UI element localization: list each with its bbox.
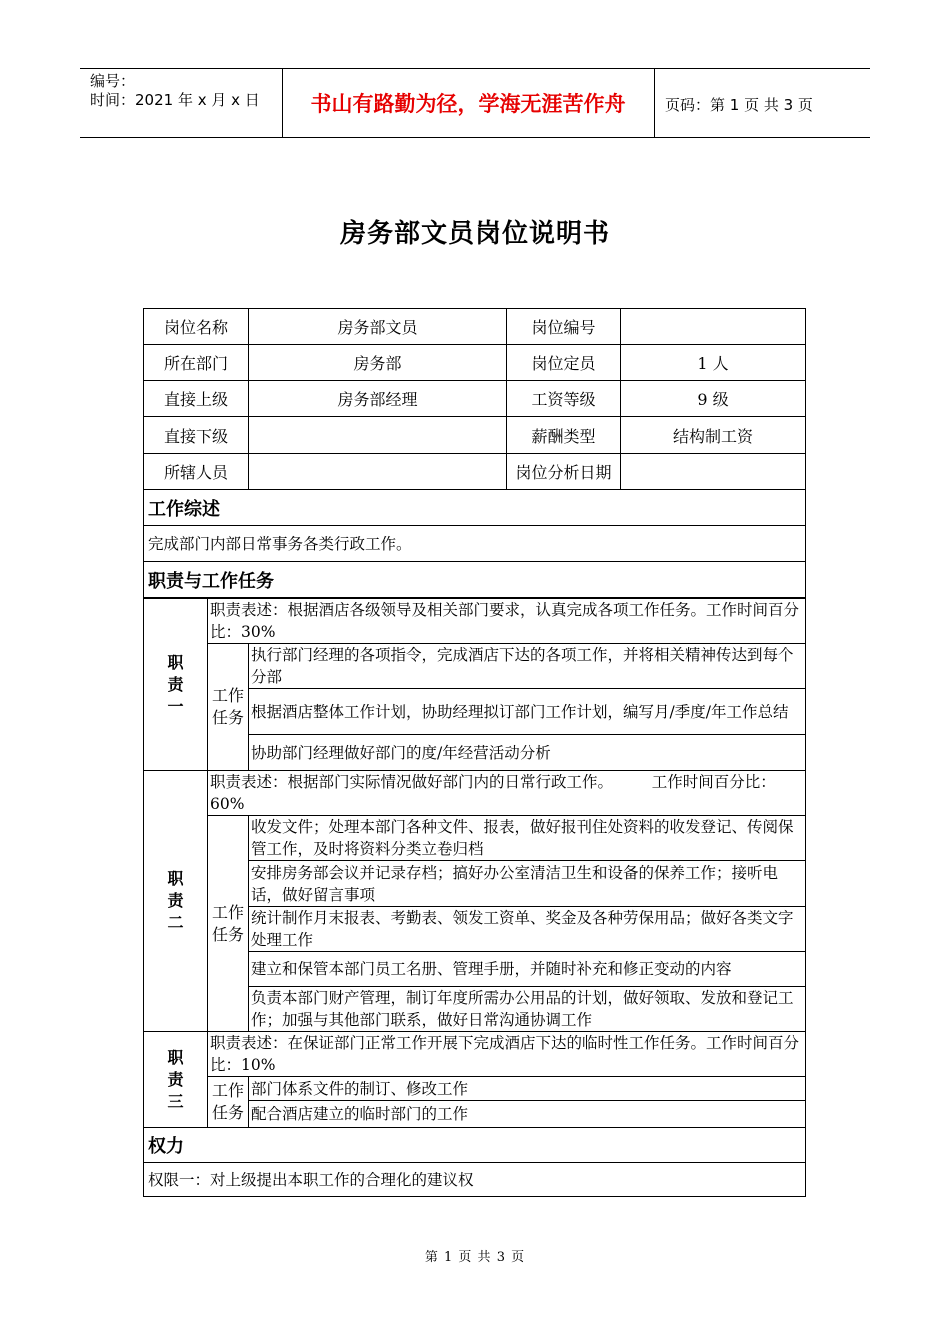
job-description-table: [143, 308, 806, 1197]
duty-3-task-label: 工作 任务: [211, 1081, 244, 1122]
document-title: 房务部文员岗位说明书: [339, 219, 610, 249]
header-divider: [654, 69, 655, 137]
page-header: [80, 68, 870, 138]
label-pay-type: 薪酬类型: [531, 426, 596, 446]
duty-2-task: 安排房务部会议并记录存档；搞好办公室清洁卫生和设备的保养工作；接听电话，做好留言事项: [251, 863, 779, 904]
section-heading-summary: 工作综述: [148, 498, 220, 520]
duty-3-task: 部门体系文件的制订、修改工作: [251, 1079, 469, 1098]
duty-3-task: 配合酒店建立的临时部门的工作: [251, 1105, 469, 1123]
label-analysis-date: 岗位分析日期: [515, 463, 612, 482]
duty-1-task: 根据酒店整体工作计划，协助经理拟订部门工作计划，编写月/季度/年工作总结: [251, 702, 789, 721]
value-headcount: 1 人: [697, 354, 729, 373]
label-headcount: 岗位定员: [531, 354, 596, 373]
serial-label: 编号：: [90, 72, 136, 90]
value-direct-subordinate: [249, 417, 506, 453]
duty-2-label: 职 责 二: [167, 869, 184, 932]
label-department: 所在部门: [163, 354, 228, 373]
duty-2-task-label: 工作 任务: [211, 902, 244, 944]
label-staff-managed: 所辖人员: [163, 463, 228, 482]
value-pay-type: 结构制工资: [672, 426, 753, 446]
value-department: 房务部: [353, 354, 402, 373]
summary-text: 完成部门内部日常事务各类行政工作。: [148, 534, 412, 553]
header-motto: 书山有路勤为径，学海无涯苦作舟: [310, 91, 626, 116]
value-analysis-date: [621, 454, 805, 489]
duty-1-task: 协助部门经理做好部门的度/年经营活动分析: [251, 743, 551, 762]
authority-item: 权限一：对上级提出本职工作的合理化的建议权: [148, 1170, 474, 1189]
duty-2-task: 负责本部门财产管理，制订年度所需办公用品的计划，做好领取、发放和登记工作；加强与其他部门联系，做好日常沟通协调工作: [251, 989, 794, 1029]
duty-3-label: 职 责 三: [167, 1047, 184, 1111]
label-position-code: 岗位编号: [531, 318, 596, 337]
section-heading-authority: 权力: [148, 1136, 184, 1157]
value-staff-managed: [249, 454, 506, 489]
value-salary-grade: 9 级: [697, 390, 729, 409]
duty-1-label: 职 责 一: [167, 652, 184, 716]
header-page-info: 页码：第 1 页 共 3 页: [665, 96, 813, 114]
date-label: 时间：2021 年 x 月 x 日: [90, 91, 260, 109]
duty-2-task: 统计制作月末报表、考勤表、领发工资单、奖金及各种劳保用品；做好各类文字处理工作: [251, 909, 794, 949]
label-position-name: 岗位名称: [163, 318, 228, 337]
label-direct-superior: 直接上级: [163, 390, 228, 409]
duty-2-statement: 职责表述：根据部门实际情况做好部门内的日常行政工作。 工作时间百分比：60%: [210, 773, 776, 813]
duty-2-task: 建立和保管本部门员工名册、管理手册，并随时补充和修正变动的内容: [251, 960, 732, 978]
value-position-name: 房务部文员: [337, 318, 418, 337]
duty-1-task: 执行部门经理的各项指令，完成酒店下达的各项工作，并将相关精神传达到每个分部: [251, 646, 794, 686]
label-direct-subordinate: 直接下级: [163, 426, 228, 446]
label-salary-grade: 工资等级: [531, 390, 596, 409]
header-meta: [90, 72, 260, 110]
value-direct-superior: 房务部经理: [337, 390, 418, 409]
duty-1-statement: 职责表述：根据酒店各级领导及相关部门要求，认真完成各项工作任务。工作时间百分比：30%: [210, 601, 800, 641]
section-heading-duties: 职责与工作任务: [148, 570, 274, 592]
value-position-code: [621, 309, 805, 344]
duty-1-task-label: 工作 任务: [211, 686, 244, 727]
duty-2-task: 收发文件；处理本部门各种文件、报表，做好报刊住处资料的收发登记、传阅保管工作，及时将资料分类立卷归档: [251, 818, 794, 858]
duty-3-statement: 职责表述：在保证部门正常工作开展下完成酒店下达的临时性工作任务。工作时间百分比：10%: [210, 1034, 800, 1074]
page-footer: 第 1 页 共 3 页: [424, 1250, 526, 1265]
